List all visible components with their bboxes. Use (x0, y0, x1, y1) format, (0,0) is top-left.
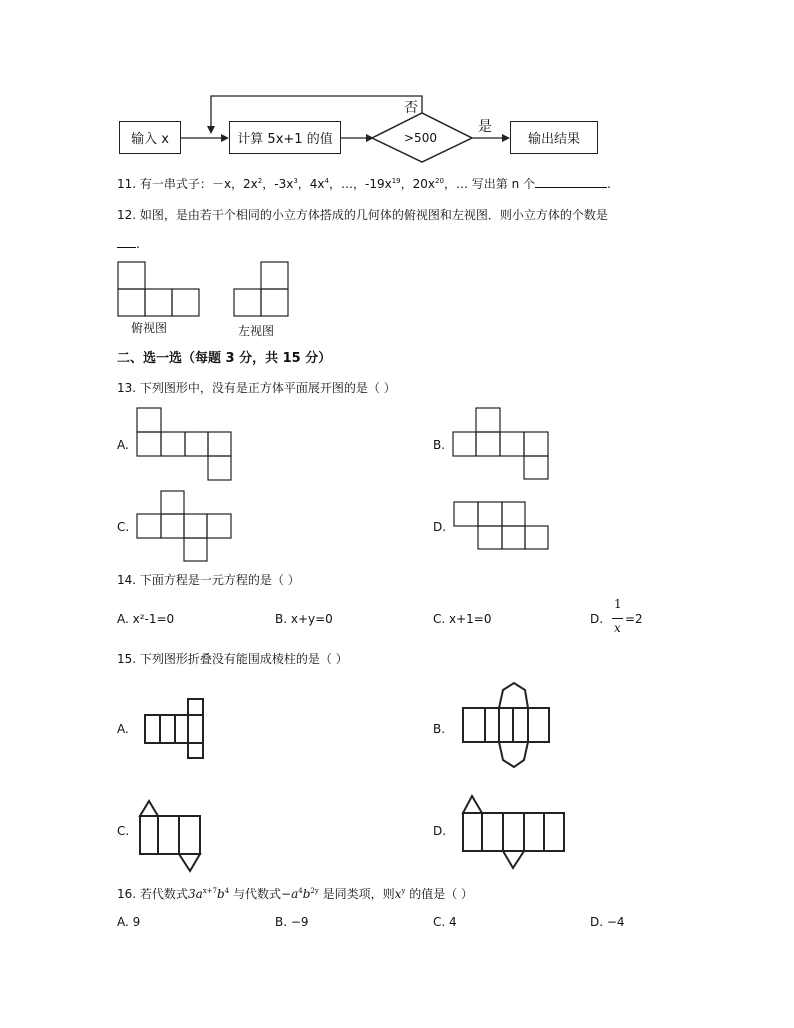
section-2-heading: 二、选一选（每题 3 分，共 15 分） (117, 351, 332, 366)
q12-caption-top-view: 俯视图 (131, 321, 168, 335)
q11-exp: 4 (324, 177, 330, 185)
q14-number: 14. (117, 573, 137, 587)
q16-expr-3: x (394, 887, 402, 901)
q16-option-c[interactable]: C. 4 (433, 915, 457, 929)
q14-option-a[interactable]: A. x²-1=0 (117, 612, 175, 626)
q12-number: 12. (117, 208, 137, 222)
q12-caption-left-view: 左视图 (238, 324, 275, 338)
q16-exp-2b: 2y (310, 887, 319, 895)
q11-suffix: 写出第 n 个 (471, 177, 536, 191)
q11-term: ，-3x (262, 177, 294, 191)
q13-option-d-label[interactable]: D. (433, 520, 447, 534)
q14-option-d-rest: =2 (625, 612, 643, 626)
q16-text-1: 若代数式 (139, 887, 188, 901)
q16-option-d[interactable]: D. −4 (590, 915, 625, 929)
q16-exp-2: 4 (298, 887, 303, 895)
q16-text-2: 与代数式 (233, 887, 282, 901)
q15-option-c-label[interactable]: C. (117, 824, 130, 838)
q11-term: －x，2x (211, 177, 258, 191)
q11-prefix: 有一串式子： (139, 177, 212, 191)
q16-expr-2b: b (302, 887, 311, 901)
q16-exp-1b: 4 (224, 887, 230, 895)
flow-yes-label: 是 (478, 119, 492, 135)
q15-option-d-label[interactable]: D. (433, 824, 447, 838)
q13-number: 13. (117, 381, 137, 395)
q14-option-c[interactable]: C. x+1=0 (433, 612, 492, 626)
q14-option-d-denominator: x (614, 621, 621, 635)
flow-input-label: 输入 x (131, 132, 169, 147)
q16-exp-1: x+7 (202, 887, 218, 895)
q16-expr-2: −a (281, 887, 299, 901)
q12-end: . (136, 237, 140, 251)
q11-exp: 20 (435, 177, 444, 185)
q11-exp: 19 (391, 177, 401, 185)
q11-end: . (607, 177, 611, 191)
q15-text: 下列图形折叠没有能围成棱柱的是（ ） (139, 652, 348, 666)
q16-expr-1b: b (217, 887, 225, 901)
q12-text: 如图，是由若干个相同的小立方体搭成的几何体的俯视图和左视图．则小立方体的个数是 (139, 208, 608, 222)
q14-option-d-label: D. (590, 612, 604, 626)
q13-option-a-label[interactable]: A. (117, 438, 129, 452)
q11-term: ，4x (297, 177, 325, 191)
q15-option-b-label[interactable]: B. (433, 722, 446, 736)
q11-term: ，… (443, 177, 468, 191)
q16-option-b[interactable]: B. −9 (275, 915, 309, 929)
q13-option-b-label[interactable]: B. (433, 438, 446, 452)
q11-term: ，20x (400, 177, 436, 191)
q14-option-b[interactable]: B. x+y=0 (275, 612, 333, 626)
q16-expr-1: 3a (187, 887, 203, 901)
flow-compute-label: 计算 5x+1 的值 (237, 132, 333, 147)
q16-exp-3: y (401, 887, 406, 895)
q11-number: 11. (117, 177, 137, 191)
q11-exp: 3 (293, 177, 298, 185)
q11-term: ，…，-19x (329, 177, 392, 191)
flow-condition-label: >500 (404, 131, 437, 145)
q16-option-a[interactable]: A. 9 (117, 915, 141, 929)
q14-text: 下面方程是一元方程的是（ ） (139, 573, 300, 587)
flow-output-label: 输出结果 (527, 132, 580, 147)
flow-no-label: 否 (404, 100, 418, 116)
q13-text: 下列图形中，没有是正方体平面展开图的是（ ） (139, 381, 396, 395)
q16-text-4: 的值是（ ） (409, 887, 474, 901)
q14-option-d-numerator: 1 (614, 597, 622, 611)
q16-number: 16. (117, 887, 137, 901)
q16-text-3: 是同类项，则 (322, 887, 395, 901)
q15-number: 15. (117, 652, 137, 666)
question-16 (117, 886, 473, 902)
q11-exp: 2 (257, 177, 263, 185)
q13-option-c-label[interactable]: C. (117, 520, 130, 534)
q15-option-a-label[interactable]: A. (117, 722, 129, 736)
